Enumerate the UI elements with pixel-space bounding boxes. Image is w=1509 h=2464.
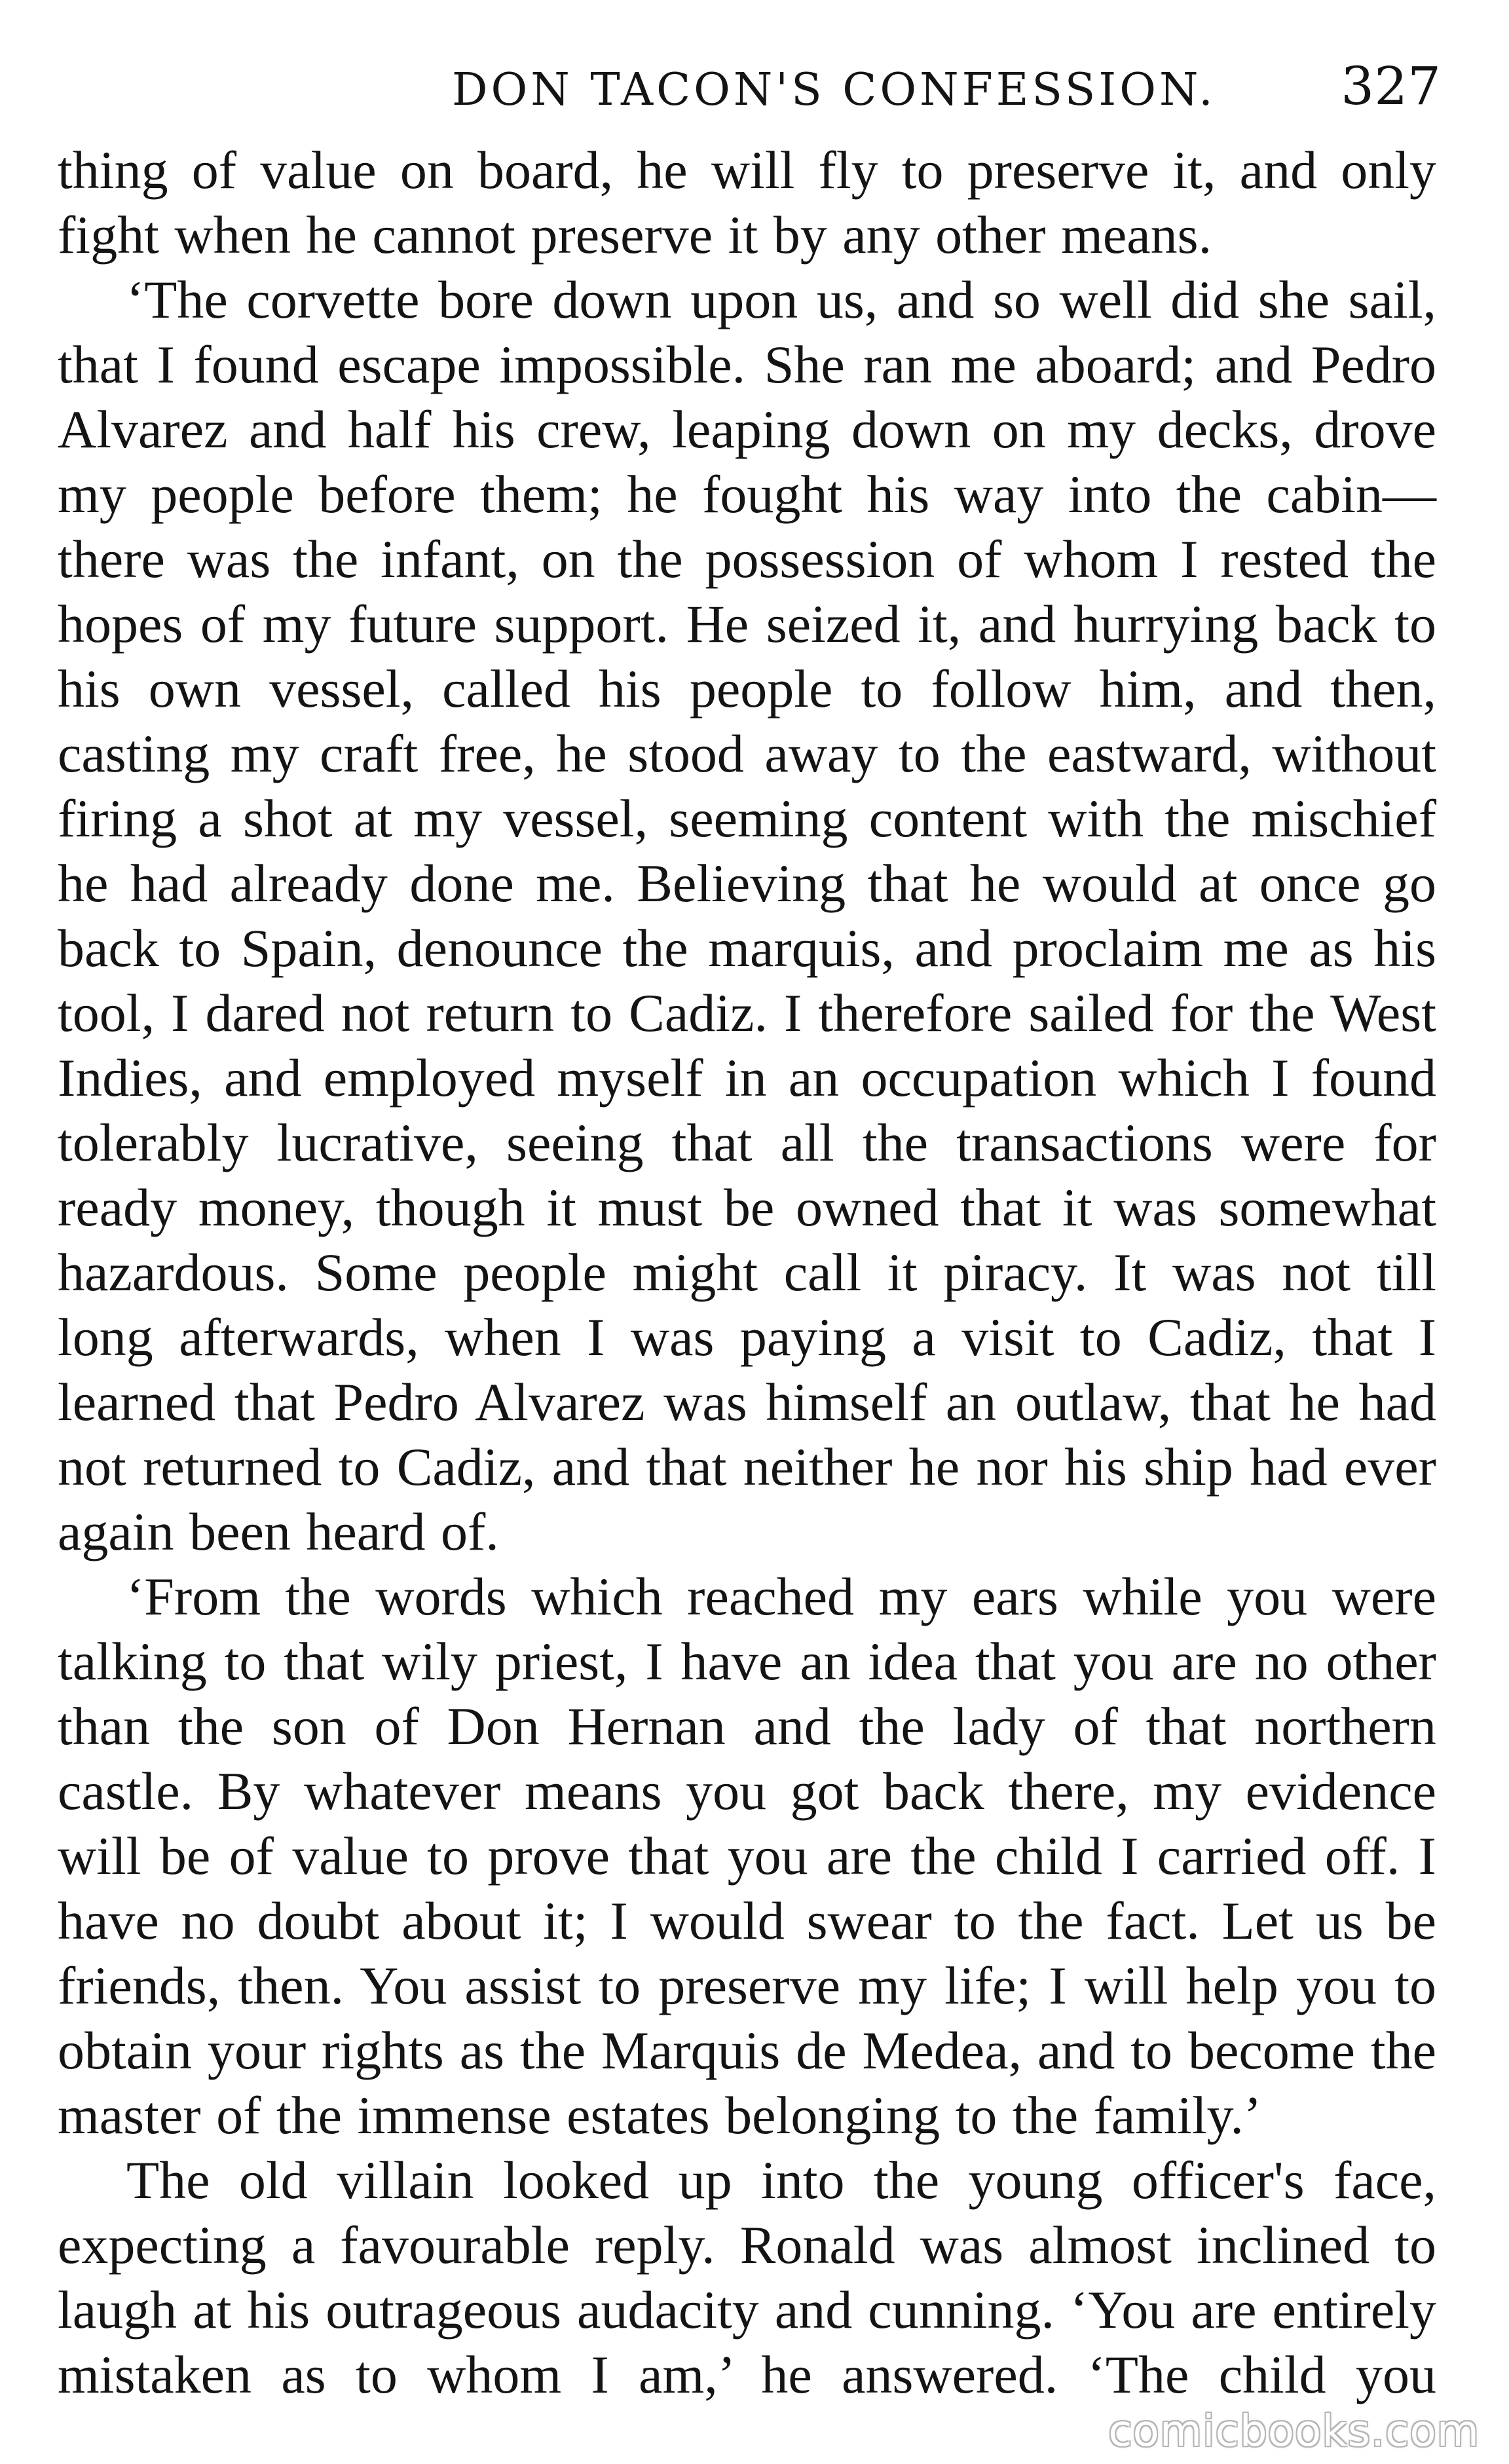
page-number: 327 (1341, 56, 1441, 117)
paragraph-corvette-chase: ‘The corvette bore down upon us, and so well did she sail, that I found escape impossible. She ran me aboard; and Pedro Alvarez and half his crew, leaping down on my decks, drove my people before them; he fought his way into the cabin—there was the infant, on the possession of whom I rested the hopes of my future support. He seized it, and hurrying back to his own vessel, called his people to follow him, and then, casting my craft free, he stood away to the eastward, without firing a shot at my vessel, seeming content with the mischief he had already done me. Believing that he would at once go back to Spain, denounce the marquis, and proclaim me as his tool, I dared not return to Cadiz. I therefore sailed for the West Indies, and employed myself in an occupation which I found tolerably lucrative, seeing that all the transactions were for ready money, though it must be owned that it was somewhat hazardous. Some people might call it piracy. It was not till long afterwards, when I was paying a visit to Cadiz, that I learned that Pedro Alvarez was himself an outlaw, that he had not returned to Cadiz, and that neither he nor his ship had ever again been heard of. (58, 270, 1436, 1561)
paragraph-proposal: ‘From the words which reached my ears while you were talking to that wily priest, I have an idea that you are no other than the son of Don Hernan and the lady of that northern castle. By whatever means you got back there, my evidence will be of value to prove that you are the child I carried off. I have no doubt about it; I would swear to the fact. Let us be friends, then. You assist to preserve my life; I will help you to obtain your rights as the Marquis de Medea, and to become the master of the immense estates belonging to the family.’ (58, 1567, 1436, 2145)
paragraph-reply: The old villain looked up into the young officer's face, expecting a favourable reply. Ronald was almost inclined to laugh at his outrageous audacity and cunning. ‘You are entirely mistaken as to whom I am,’ he answered. ‘The child you (58, 2150, 1436, 2404)
watermark-logo: comicbooks.com (1108, 2406, 1480, 2456)
paragraph-continued: thing of value on board, he will fly to preserve it, and only fight when he cannot preserve it by any other means. (58, 140, 1436, 265)
body-text (58, 138, 1436, 2407)
running-title: DON TACON'S CONFESSION. (452, 64, 1216, 116)
running-head (72, 46, 1441, 131)
